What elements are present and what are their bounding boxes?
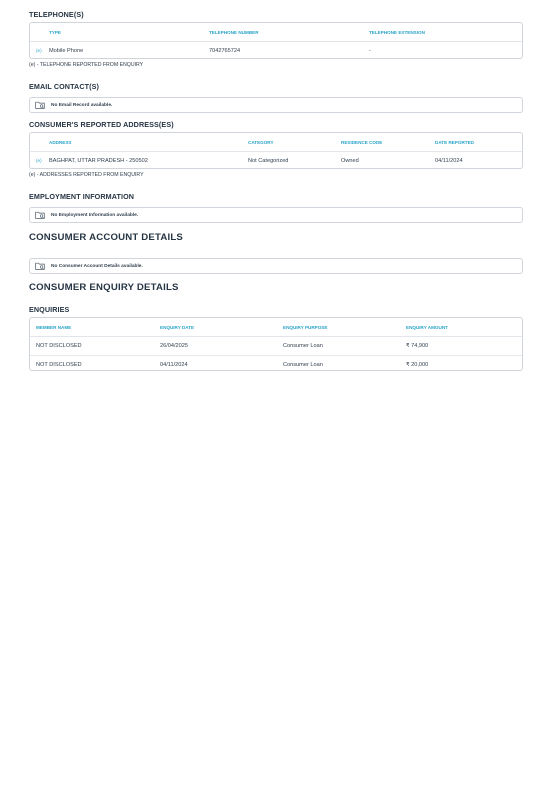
col-member-name: MEMBER NAME bbox=[30, 318, 160, 337]
col-enquiry-date: ENQUIRY DATE bbox=[160, 318, 283, 337]
email-empty-text: No Email Record available. bbox=[51, 102, 113, 108]
phone-extension: - bbox=[369, 48, 371, 54]
addresses-table bbox=[30, 133, 522, 170]
email-title: EMAIL CONTACT(S) bbox=[29, 82, 100, 91]
col-residence-code: RESIDENCE CODE bbox=[341, 133, 435, 152]
col-enquiry-purpose: ENQUIRY PURPOSE bbox=[283, 318, 406, 337]
enquiries-table bbox=[30, 318, 522, 374]
telephones-section bbox=[29, 10, 84, 19]
telephones-title: TELEPHONE(S) bbox=[29, 10, 84, 19]
accounts-title: CONSUMER ACCOUNT DETAILS bbox=[29, 232, 184, 243]
residence-code: Owned bbox=[341, 158, 359, 164]
enquiry-amount: ₹ 74,900 bbox=[406, 337, 522, 356]
enquiry-details-title: CONSUMER ENQUIRY DETAILS bbox=[29, 282, 179, 293]
addresses-note: (e) - ADDRESSES REPORTED FROM ENQUIRY bbox=[29, 172, 144, 178]
addresses-title: CONSUMER'S REPORTED ADDRESS(ES) bbox=[29, 120, 174, 129]
addresses-table-box bbox=[29, 132, 523, 169]
col-enquiry-amount: ENQUIRY AMOUNT bbox=[406, 318, 522, 337]
employment-empty-text: No Employment Information available. bbox=[51, 212, 139, 218]
member-name: NOT DISCLOSED bbox=[36, 362, 82, 368]
accounts-empty-box bbox=[29, 258, 523, 274]
employment-empty-box bbox=[29, 207, 523, 223]
folder-search-icon bbox=[35, 262, 45, 270]
telephones-note: (e) - TELEPHONE REPORTED FROM ENQUIRY bbox=[29, 62, 144, 68]
enquiry-amount: ₹ 20,000 bbox=[406, 362, 429, 368]
col-category: CATEGORY bbox=[248, 133, 341, 152]
phone-number: 7042765724 bbox=[209, 48, 241, 54]
member-name: NOT DISCLOSED bbox=[30, 337, 160, 356]
enquiry-purpose: Consumer Loan bbox=[283, 362, 323, 368]
telephones-table bbox=[30, 23, 522, 60]
enquiry-date: 26/04/2025 bbox=[160, 337, 283, 356]
enquiries-title: ENQUIRIES bbox=[29, 305, 70, 314]
email-empty-box bbox=[29, 97, 523, 113]
col-telephone-extension: TELEPHONE EXTENSION bbox=[369, 23, 522, 42]
col-telephone-number: TELEPHONE NUMBER bbox=[209, 23, 369, 42]
address-category: Not Categorized bbox=[248, 158, 289, 164]
enquiry-purpose: Consumer Loan bbox=[283, 337, 406, 356]
employment-title: EMPLOYMENT INFORMATION bbox=[29, 192, 135, 201]
folder-search-icon bbox=[35, 211, 45, 219]
col-date-reported: DATE REPORTED bbox=[435, 133, 522, 152]
col-type: TYPE bbox=[49, 23, 209, 42]
enquiry-marker: (e) bbox=[36, 48, 42, 53]
table-row bbox=[30, 152, 522, 171]
telephones-table-box bbox=[29, 22, 523, 59]
date-reported: 04/11/2024 bbox=[435, 158, 463, 164]
enquiry-date: 04/11/2024 bbox=[160, 362, 188, 368]
enquiries-table-box bbox=[29, 317, 523, 371]
phone-type: Mobile Phone bbox=[49, 48, 84, 54]
folder-search-icon bbox=[35, 101, 45, 109]
accounts-empty-text: No Consumer Account Details available. bbox=[51, 263, 143, 269]
address-value: BAGHPAT, UTTAR PRADESH - 250502 bbox=[49, 158, 148, 164]
table-row bbox=[30, 337, 522, 356]
table-row bbox=[30, 42, 522, 61]
enquiry-marker: (e) bbox=[36, 158, 42, 163]
table-row bbox=[30, 356, 522, 375]
col-address: ADDRESS bbox=[49, 133, 248, 152]
